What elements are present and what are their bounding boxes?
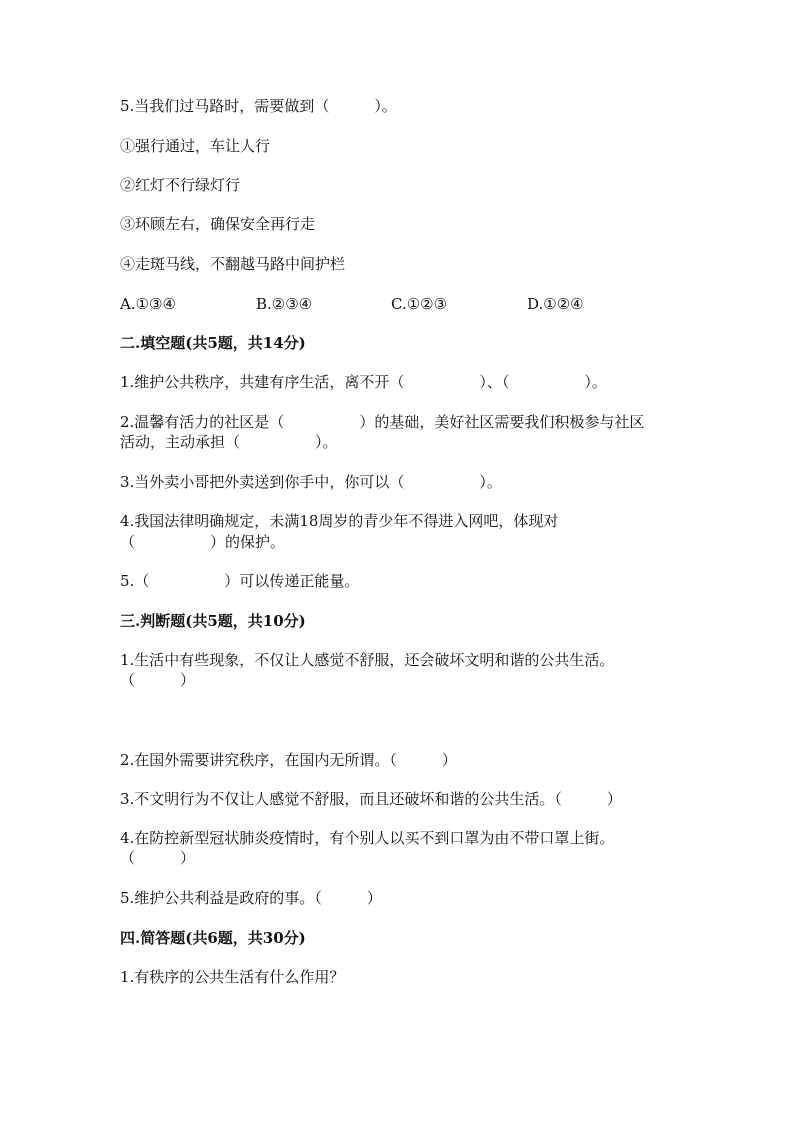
judge-question-3: 3.不文明行为不仅让人感觉不舒服，而且还破坏和谐的公共生活。（ ） — [120, 790, 622, 808]
question-5-stem: 5.当我们过马路时，需要做到（ ）。 — [120, 97, 397, 115]
option-c: C.①②③ — [391, 295, 448, 313]
section-heading-short-answer: 四.简答题(共6题，共30分) — [120, 929, 306, 947]
fill-question-1: 1.维护公共秩序，共建有序生活，离不开（ ）、（ ）。 — [120, 373, 607, 391]
section-heading-fill-in: 二.填空题(共5题，共14分) — [120, 334, 306, 352]
judge-question-1-line-2: （ ） — [120, 671, 196, 689]
fill-question-2-line-1: 2.温馨有活力的社区是（ ）的基础，美好社区需要我们积极参与社区 — [120, 413, 645, 431]
fill-question-2-line-2: 活动，主动承担（ ）。 — [120, 433, 338, 451]
judge-question-1-line-1: 1.生活中有些现象，不仅让人感觉不舒服，还会破坏文明和谐的公共生活。 — [120, 651, 615, 669]
short-answer-question-1: 1.有秩序的公共生活有什么作用？ — [120, 968, 345, 986]
judge-question-4-line-1: 4.在防控新型冠状肺炎疫情时，有个别人以买不到口罩为由不带口罩上街。 — [120, 829, 615, 847]
judge-question-4-line-2: （ ） — [120, 849, 196, 867]
option-d: D.①②④ — [527, 295, 584, 313]
judge-question-5: 5.维护公共利益是政府的事。（ ） — [120, 889, 382, 907]
judge-question-2: 2.在国外需要讲究秩序，在国内无所谓。（ ） — [120, 751, 457, 769]
fill-question-4-line-1: 4.我国法律明确规定，未满18周岁的青少年不得进入网吧，体现对 — [120, 512, 559, 530]
statement-1: ①强行通过，车让人行 — [120, 137, 271, 155]
statement-3: ③环顾左右，确保安全再行走 — [120, 215, 316, 233]
fill-question-3: 3.当外卖小哥把外卖送到你手中，你可以（ ）。 — [120, 473, 502, 491]
section-heading-true-false: 三.判断题(共5题，共10分) — [120, 612, 306, 630]
statement-4: ④走斑马线，不翻越马路中间护栏 — [120, 255, 346, 273]
option-a: A.①③④ — [120, 295, 176, 313]
fill-question-4-line-2: （ ）的保护。 — [120, 533, 286, 551]
option-b: B.②③④ — [256, 295, 313, 313]
fill-question-5: 5.（ ）可以传递正能量。 — [120, 572, 360, 590]
statement-2: ②红灯不行绿灯行 — [120, 176, 241, 194]
